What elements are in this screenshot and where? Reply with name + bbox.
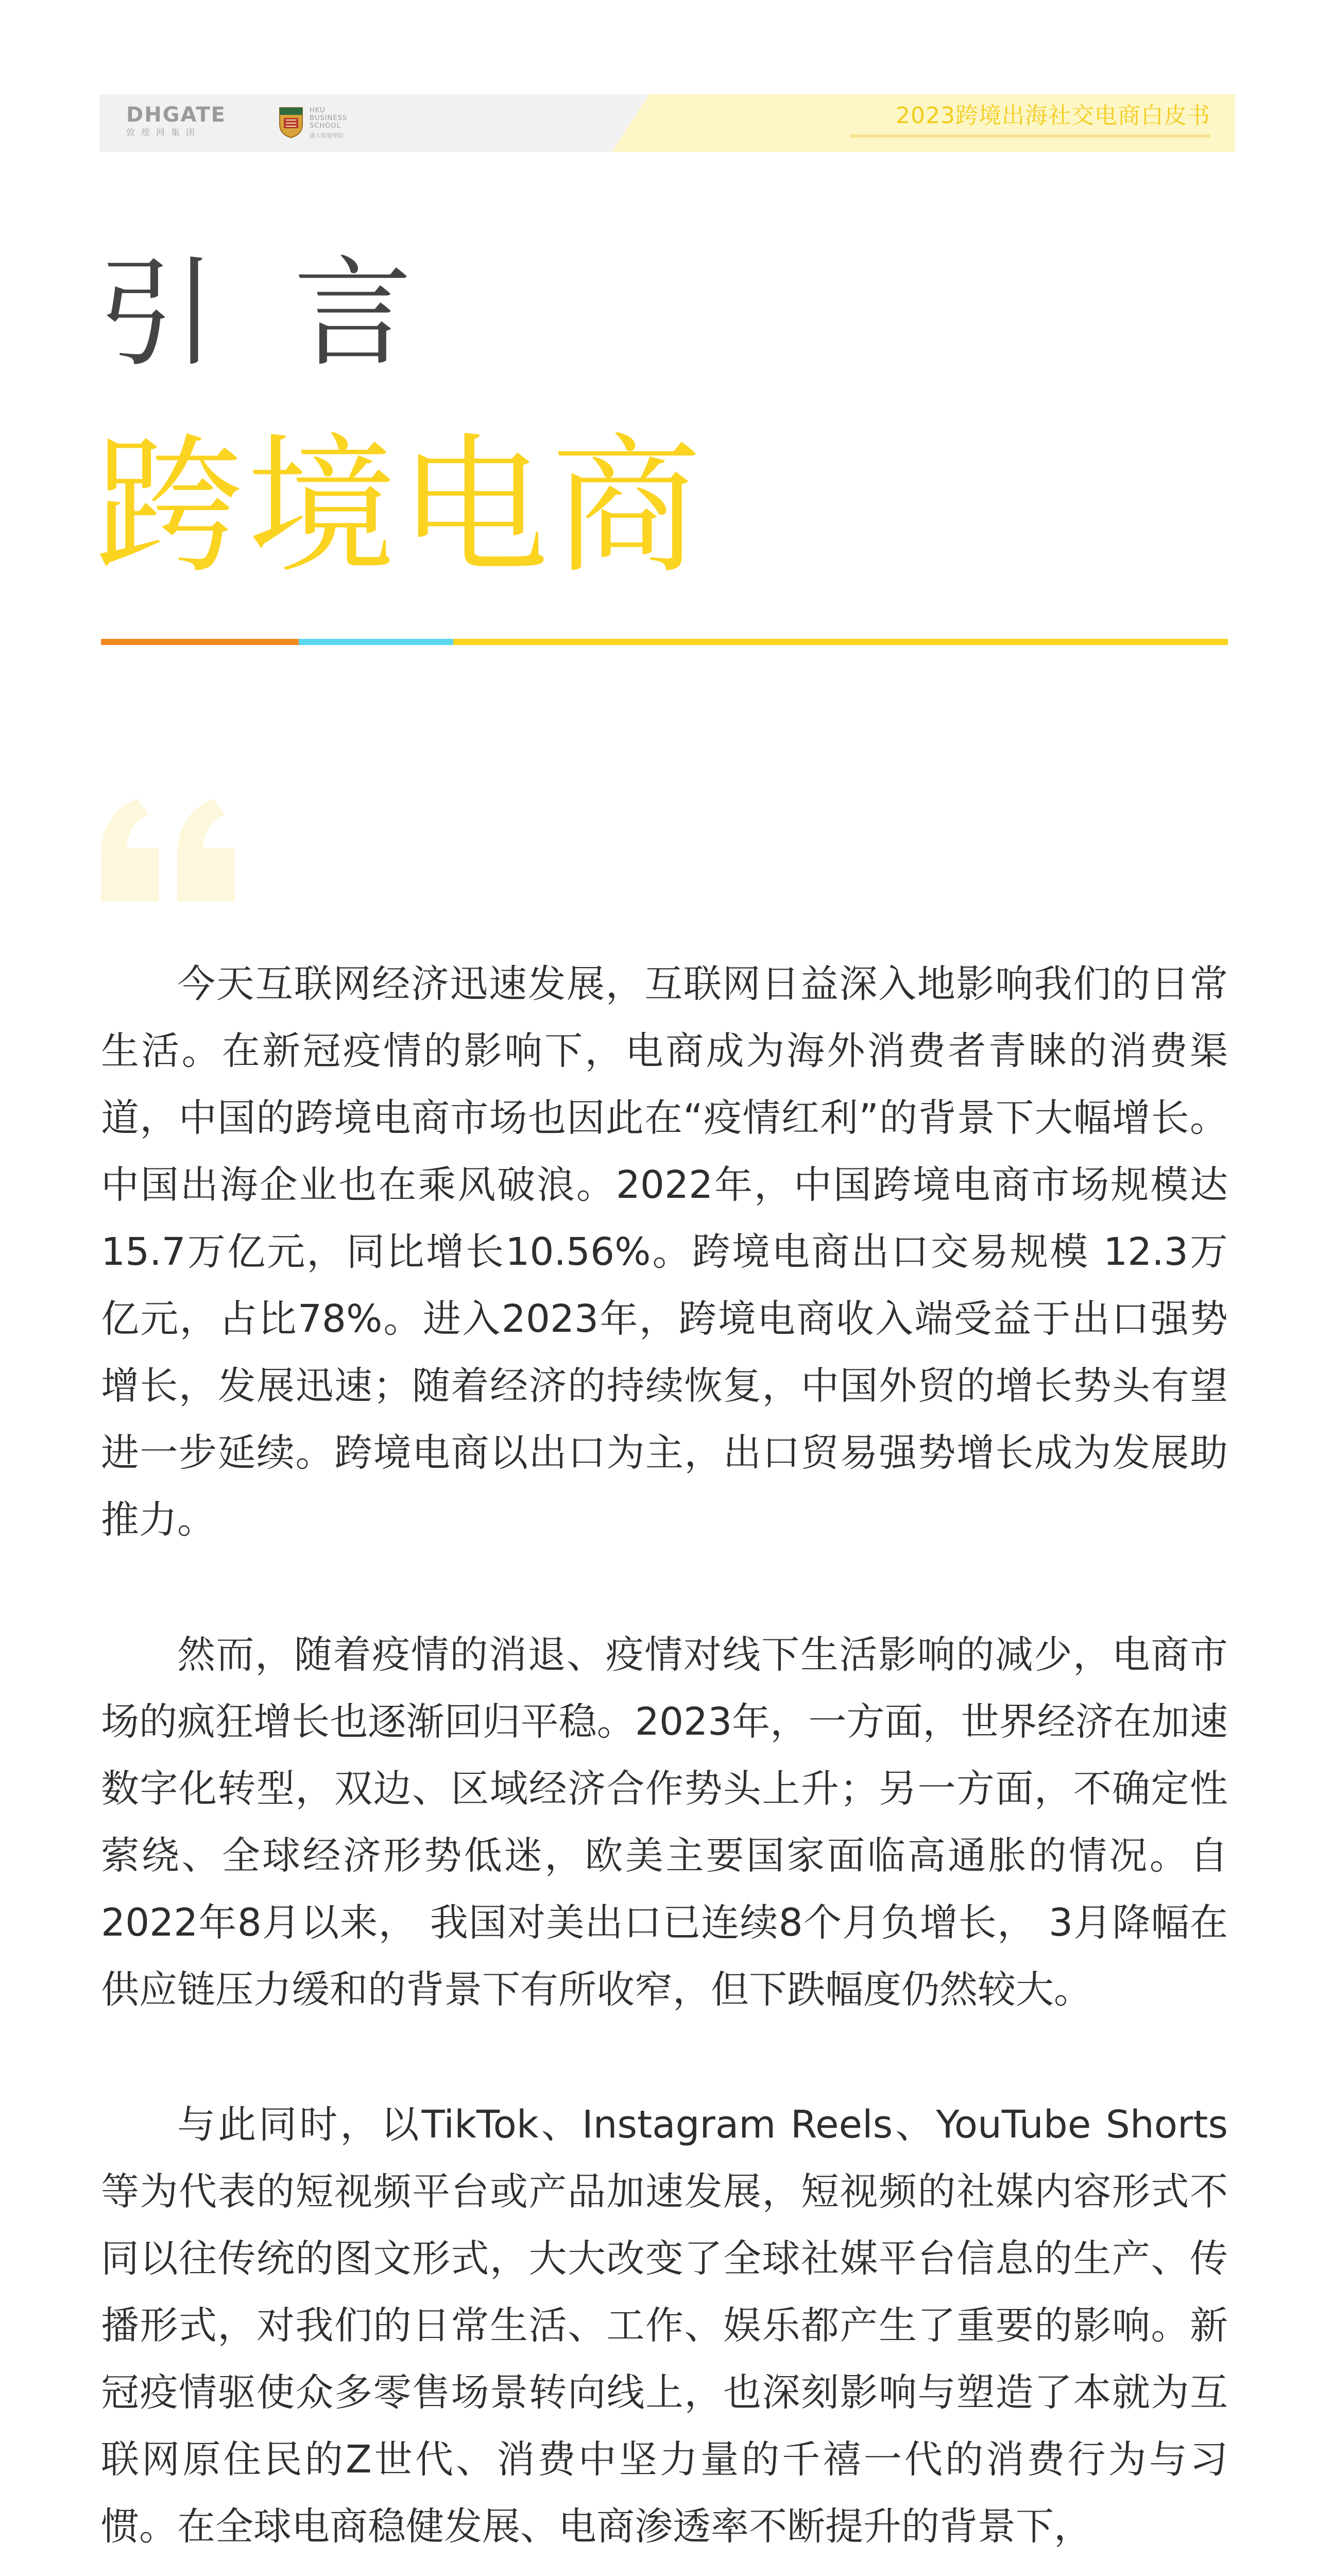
- hku-logo-line: HKU: [310, 107, 326, 114]
- dhgate-logo-sub: 敦煌网集团: [126, 128, 201, 138]
- hku-logo-sub: 港大經管學院: [310, 132, 344, 139]
- body-paragraph: 与此同时，以TikTok、Instagram Reels、YouTube Shorts等为代表的短视频平台或产品加速发展，短视频的社媒内容形式不同以往传统的图文形式，大大改变了全球社媒平台信息的生产、传播形式，对我们的日常生活、工作、娱乐都产生了重要的影响。新冠疫情驱使众多零售场景转向线上，也深刻影响与塑造了本就为互联网原住民的Z世代、消费中坚力量的千禧一代的消费行为与习惯。在全球电商稳健发展、电商渗透率不断提升的背景下，: [101, 2103, 1228, 2549]
- body-paragraph: 然而，随着疫情的消退、疫情对线下生活影响的减少，电商市场的疯狂增长也逐渐回归平稳。2023年，一方面，世界经济在加速数字化转型，双边、区域经济合作势头上升；另一方面，不确定性萦绕、全球经济形势低迷，欧美主要国家面临高通胀的情况。自2022年8月以来， 我国对美出口已连续8个月负增长， 3月降幅在供应链压力缓和的背景下有所收窄，但下跌幅度仍然较大。: [101, 1633, 1228, 2012]
- divider-segment-cyan: [299, 639, 453, 645]
- header-subtitle-placeholder: [850, 131, 1210, 141]
- body-paragraph: 今天互联网经济迅速发展，互联网日益深入地影响我们的日常生活。在新冠疫情的影响下，电商成为海外消费者青睐的消费渠道，中国的跨境电商市场也因此在“疫情红利”的背景下大幅增长。中国出海企业也在乘风破浪。2022年，中国跨境电商市场规模达15.7万亿元，同比增长10.56%。跨境电商出口交易规模 12.3万亿元，占比78%。进入2023年，跨境电商收入端受益于出口强势增长，发展迅速；随着经济的持续恢复，中国外贸的增长势头有望进一步延续。跨境电商以出口为主，出口贸易强势增长成为发展助推力。: [101, 962, 1228, 1542]
- section-title: 跨境电商: [94, 420, 704, 594]
- document-title: 2023跨境出海社交电商白皮书: [896, 103, 1210, 129]
- divider-segment-orange: [101, 639, 299, 645]
- dhgate-logo: [126, 104, 260, 143]
- hku-crest-icon: [279, 107, 303, 139]
- hku-logo-line: SCHOOL: [310, 122, 341, 130]
- page-header: [99, 94, 1235, 152]
- title-divider: [101, 639, 1228, 645]
- dhgate-logo-word: DHGATE: [126, 103, 226, 127]
- hku-logo-text: [310, 107, 347, 130]
- opening-quote-icon: [101, 799, 240, 902]
- body-text: [101, 951, 1228, 2576]
- hku-business-school-logo: [279, 105, 382, 143]
- divider-segment-yellow: [453, 639, 1228, 645]
- section-label: 引言: [98, 245, 489, 383]
- hku-logo-line: BUSINESS: [310, 114, 347, 122]
